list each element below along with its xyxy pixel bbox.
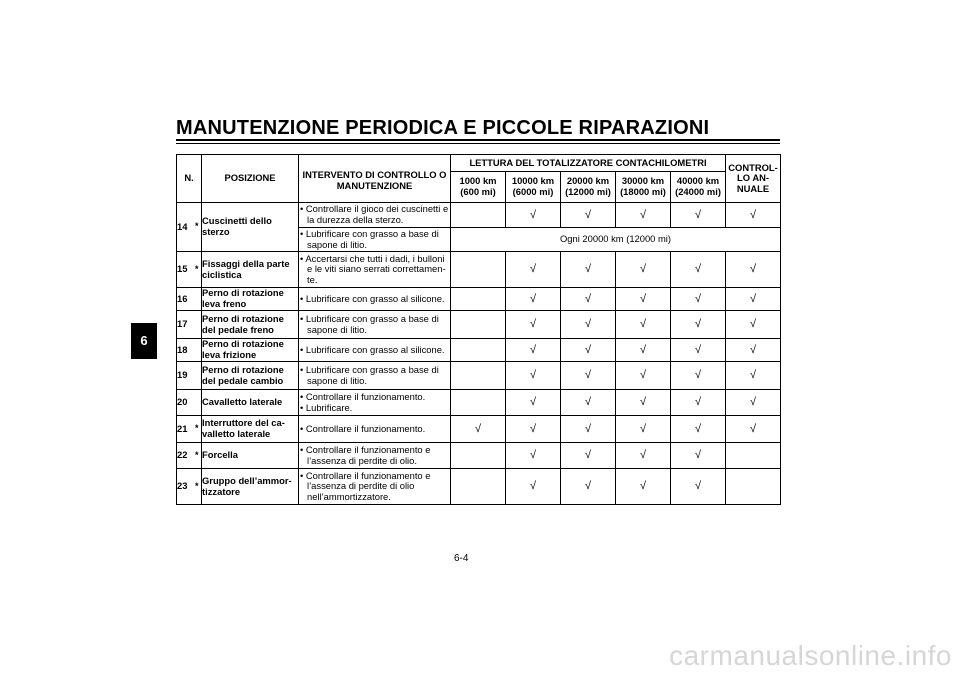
check-mark-icon: √	[750, 263, 757, 276]
table-row	[177, 203, 781, 228]
task-line	[299, 445, 450, 466]
check-mark-icon: √	[529, 263, 537, 276]
posizione-cell: Forcella	[202, 443, 299, 469]
intervento-cell	[299, 469, 451, 505]
check-cell	[506, 469, 561, 505]
check-mark-icon: √	[750, 318, 757, 331]
check-cell	[451, 311, 506, 339]
check-cell	[506, 339, 561, 362]
task-text: Lubrificare con grasso a base di sapone di litio.	[305, 312, 439, 335]
header-km-2	[561, 172, 616, 203]
row-number-value: 15	[177, 263, 188, 275]
table-row	[177, 339, 781, 362]
check-mark-icon: √	[529, 208, 537, 221]
check-cell	[561, 339, 616, 362]
task-text: Lubrificare con grasso a base di sapone di litio.	[305, 227, 439, 250]
check-cell	[726, 443, 781, 469]
check-mark-icon: √	[639, 208, 647, 221]
header-km-value: 1000 km	[459, 175, 497, 187]
row-number-value: 19	[177, 369, 188, 381]
header-mi-value: (12000 mi)	[565, 186, 611, 197]
check-cell	[671, 311, 726, 339]
header-km-value: 20000 km	[566, 175, 610, 187]
check-cell	[726, 311, 781, 339]
check-mark-icon: √	[639, 396, 647, 409]
check-cell	[451, 390, 506, 416]
check-cell	[671, 469, 726, 505]
row-number	[177, 339, 202, 362]
check-cell	[561, 416, 616, 443]
intervento-cell	[299, 390, 451, 416]
intervento-cell	[299, 203, 451, 228]
check-cell	[616, 288, 671, 311]
task-text: Controllare il funzionamento e l’assenza di perdite di olio nell’ammortizzatore.	[305, 469, 431, 502]
row-number	[177, 390, 202, 416]
check-mark-icon: √	[529, 396, 537, 409]
check-cell	[671, 362, 726, 390]
check-cell	[561, 362, 616, 390]
intervento-cell	[299, 228, 451, 252]
bullet-icon: •	[300, 343, 304, 355]
title-rule-thin	[176, 143, 780, 144]
posizione-cell: Perno di rotazione del pedale freno	[202, 311, 299, 339]
check-cell	[726, 416, 781, 443]
posizione-cell: Gruppo dell’ammor-tizzatore	[202, 469, 299, 505]
header-km-value: 10000 km	[511, 175, 555, 187]
check-cell	[451, 469, 506, 505]
check-mark-icon: √	[584, 263, 592, 276]
check-mark-icon: √	[694, 208, 702, 221]
row-number	[177, 288, 202, 311]
intervento-cell	[299, 252, 451, 288]
header-controllo-annuale: CONTROL-LO AN-NUALE	[726, 155, 781, 203]
header-mi-value: (24000 mi)	[675, 186, 721, 197]
check-mark-icon: √	[584, 318, 592, 331]
check-cell	[561, 288, 616, 311]
check-mark-icon: √	[639, 318, 647, 331]
row-number	[177, 469, 202, 505]
check-cell	[726, 252, 781, 288]
check-mark-icon: √	[694, 480, 702, 493]
header-mi-value: (18000 mi)	[620, 186, 666, 197]
row-number	[177, 311, 202, 339]
asterisk-mark: *	[195, 423, 199, 434]
asterisk-mark: *	[195, 480, 199, 491]
asterisk-mark: *	[195, 263, 199, 274]
check-mark-icon: √	[529, 422, 537, 435]
check-cell	[506, 252, 561, 288]
row-number-value: 14	[177, 220, 188, 232]
page-number: 6-4	[454, 553, 469, 564]
check-cell	[451, 339, 506, 362]
header-km-1	[506, 172, 561, 203]
bullet-icon: •	[300, 401, 304, 413]
check-cell	[616, 469, 671, 505]
task-text: Controllare il funzionamento e l’assenza di perdite di olio.	[305, 443, 431, 466]
posizione-cell: Interruttore del ca-valletto laterale	[202, 416, 299, 443]
posizione-cell: Perno di rotazione leva frizione	[202, 339, 299, 362]
posizione-cell: Fissaggi della parte ciclistica	[202, 252, 299, 288]
check-cell	[671, 252, 726, 288]
table-row	[177, 362, 781, 390]
bullet-icon: •	[300, 252, 304, 264]
check-cell	[561, 203, 616, 228]
check-mark-icon: √	[529, 480, 537, 493]
check-cell	[671, 416, 726, 443]
check-cell	[726, 339, 781, 362]
check-cell	[451, 203, 506, 228]
intervento-cell	[299, 288, 451, 311]
check-cell	[671, 339, 726, 362]
header-posizione: POSIZIONE	[202, 155, 299, 203]
check-cell	[561, 390, 616, 416]
page-title: MANUTENZIONE PERIODICA E PICCOLE RIPARAZIONI	[176, 117, 710, 139]
asterisk-mark: *	[195, 221, 199, 232]
task-line	[299, 204, 450, 225]
check-mark-icon: √	[750, 208, 757, 221]
task-text: Controllare il funzionamento.	[305, 390, 426, 402]
check-mark-icon: √	[474, 422, 482, 435]
bullet-icon: •	[300, 203, 304, 215]
check-mark-icon: √	[584, 396, 592, 409]
check-cell	[616, 362, 671, 390]
header-lettura: LETTURA DEL TOTALIZZATORE CONTACHILOMETRI	[451, 155, 726, 172]
intervento-cell	[299, 443, 451, 469]
bullet-icon: •	[300, 422, 304, 434]
check-cell	[671, 288, 726, 311]
task-text: Controllare il gioco dei cuscinetti e la durezza della sterzo.	[305, 203, 449, 225]
interval-note: Ogni 20000 km (12000 mi)	[451, 228, 781, 252]
watermark: carmanualsonline.info	[669, 640, 952, 671]
row-number-value: 17	[177, 318, 188, 330]
intervento-cell	[299, 311, 451, 339]
check-cell	[506, 311, 561, 339]
check-mark-icon: √	[639, 263, 647, 276]
table-row	[177, 311, 781, 339]
check-mark-icon: √	[584, 449, 592, 462]
check-mark-icon: √	[584, 343, 592, 356]
row-number-value: 18	[177, 343, 188, 355]
check-cell	[671, 203, 726, 228]
check-mark-icon: √	[584, 292, 592, 305]
check-mark-icon: √	[750, 396, 757, 409]
check-mark-icon: √	[639, 449, 647, 462]
check-cell	[616, 443, 671, 469]
check-mark-icon: √	[529, 292, 537, 305]
check-mark-icon: √	[694, 343, 702, 356]
row-number-value: 20	[177, 396, 188, 408]
check-cell	[671, 443, 726, 469]
table-row	[177, 288, 781, 311]
posizione-cell: Cavalletto laterale	[202, 390, 299, 416]
row-number	[177, 203, 202, 252]
bullet-icon: •	[300, 469, 304, 481]
maintenance-table	[176, 154, 781, 505]
table-row	[177, 469, 781, 505]
check-cell	[616, 390, 671, 416]
task-line	[299, 345, 450, 356]
title-rule	[176, 139, 780, 141]
row-number	[177, 252, 202, 288]
check-mark-icon: √	[750, 422, 757, 435]
task-line	[299, 365, 450, 386]
check-cell	[506, 203, 561, 228]
header-km-3	[616, 172, 671, 203]
task-line	[299, 294, 450, 305]
check-cell	[506, 416, 561, 443]
table-row	[177, 416, 781, 443]
check-cell	[561, 252, 616, 288]
check-cell	[671, 390, 726, 416]
check-mark-icon: √	[639, 369, 647, 382]
bullet-icon: •	[300, 443, 304, 455]
check-cell	[616, 203, 671, 228]
check-mark-icon: √	[694, 369, 702, 382]
posizione-cell: Perno di rotazione leva freno	[202, 288, 299, 311]
check-cell	[561, 311, 616, 339]
task-line	[299, 314, 450, 335]
check-mark-icon: √	[584, 422, 592, 435]
task-line	[299, 229, 450, 250]
bullet-icon: •	[300, 292, 304, 304]
row-number-value: 23	[177, 480, 188, 492]
task-text: Accertarsi che tutti i dadi, i bulloni e le viti siano serrati correttamen-te.	[305, 252, 446, 285]
table-row	[177, 252, 781, 288]
check-cell	[451, 416, 506, 443]
task-line	[299, 254, 450, 286]
posizione-cell: Cuscinetti dello sterzo	[202, 203, 299, 252]
check-cell	[506, 390, 561, 416]
header-km-value: 40000 km	[676, 175, 720, 187]
check-cell	[616, 252, 671, 288]
check-mark-icon: √	[694, 292, 702, 305]
check-cell	[506, 443, 561, 469]
row-number-value: 22	[177, 449, 188, 461]
check-cell	[451, 443, 506, 469]
row-number	[177, 416, 202, 443]
task-line	[299, 403, 450, 414]
bullet-icon: •	[300, 363, 304, 375]
check-cell	[726, 469, 781, 505]
check-mark-icon: √	[529, 343, 537, 356]
header-km-0	[451, 172, 506, 203]
intervento-cell	[299, 362, 451, 390]
check-cell	[726, 203, 781, 228]
header-mi-value: (6000 mi)	[512, 186, 554, 197]
bullet-icon: •	[300, 312, 304, 324]
check-mark-icon: √	[584, 480, 592, 493]
check-cell	[726, 362, 781, 390]
row-number	[177, 362, 202, 390]
check-cell	[561, 443, 616, 469]
check-mark-icon: √	[639, 480, 647, 493]
check-cell	[616, 416, 671, 443]
task-text: Lubrificare con grasso a base di sapone di litio.	[305, 363, 439, 386]
check-mark-icon: √	[750, 369, 757, 382]
check-mark-icon: √	[529, 318, 537, 331]
check-mark-icon: √	[529, 369, 537, 382]
task-text: Lubrificare con grasso al silicone.	[305, 292, 445, 304]
check-cell	[726, 288, 781, 311]
check-cell	[726, 390, 781, 416]
header-km-4	[671, 172, 726, 203]
asterisk-mark: *	[195, 449, 199, 460]
bullet-icon: •	[300, 390, 304, 402]
posizione-cell: Perno di rotazione del pedale cambio	[202, 362, 299, 390]
intervento-cell	[299, 416, 451, 443]
check-cell	[506, 288, 561, 311]
check-mark-icon: √	[694, 422, 702, 435]
task-text: Lubrificare con grasso al silicone.	[305, 343, 445, 355]
check-mark-icon: √	[750, 343, 757, 356]
check-cell	[451, 288, 506, 311]
check-mark-icon: √	[694, 318, 702, 331]
check-cell	[451, 362, 506, 390]
check-cell	[561, 469, 616, 505]
check-mark-icon: √	[529, 449, 537, 462]
check-mark-icon: √	[639, 292, 647, 305]
row-number-value: 16	[177, 292, 188, 304]
check-cell	[451, 252, 506, 288]
check-mark-icon: √	[639, 343, 647, 356]
row-number-value: 21	[177, 422, 188, 434]
check-cell	[506, 362, 561, 390]
task-text: Controllare il funzionamento.	[305, 422, 426, 434]
task-text: Lubrificare.	[305, 401, 353, 413]
row-number	[177, 443, 202, 469]
check-mark-icon: √	[584, 208, 592, 221]
header-mi-value: (600 mi)	[460, 186, 496, 197]
check-mark-icon: √	[584, 369, 592, 382]
table-row	[177, 443, 781, 469]
table-row	[177, 390, 781, 416]
intervento-cell	[299, 339, 451, 362]
check-mark-icon: √	[639, 422, 647, 435]
bullet-icon: •	[300, 227, 304, 239]
task-line	[299, 424, 450, 435]
header-km-value: 30000 km	[621, 175, 665, 187]
task-line	[299, 471, 450, 503]
header-intervento: INTERVENTO DI CONTROLLO O MANUTENZIONE	[299, 155, 451, 203]
check-cell	[616, 339, 671, 362]
check-mark-icon: √	[694, 263, 702, 276]
check-mark-icon: √	[694, 396, 702, 409]
check-mark-icon: √	[694, 449, 702, 462]
chapter-tab: 6	[131, 323, 157, 359]
check-cell	[616, 311, 671, 339]
check-mark-icon: √	[750, 292, 757, 305]
header-n: N.	[177, 155, 202, 203]
